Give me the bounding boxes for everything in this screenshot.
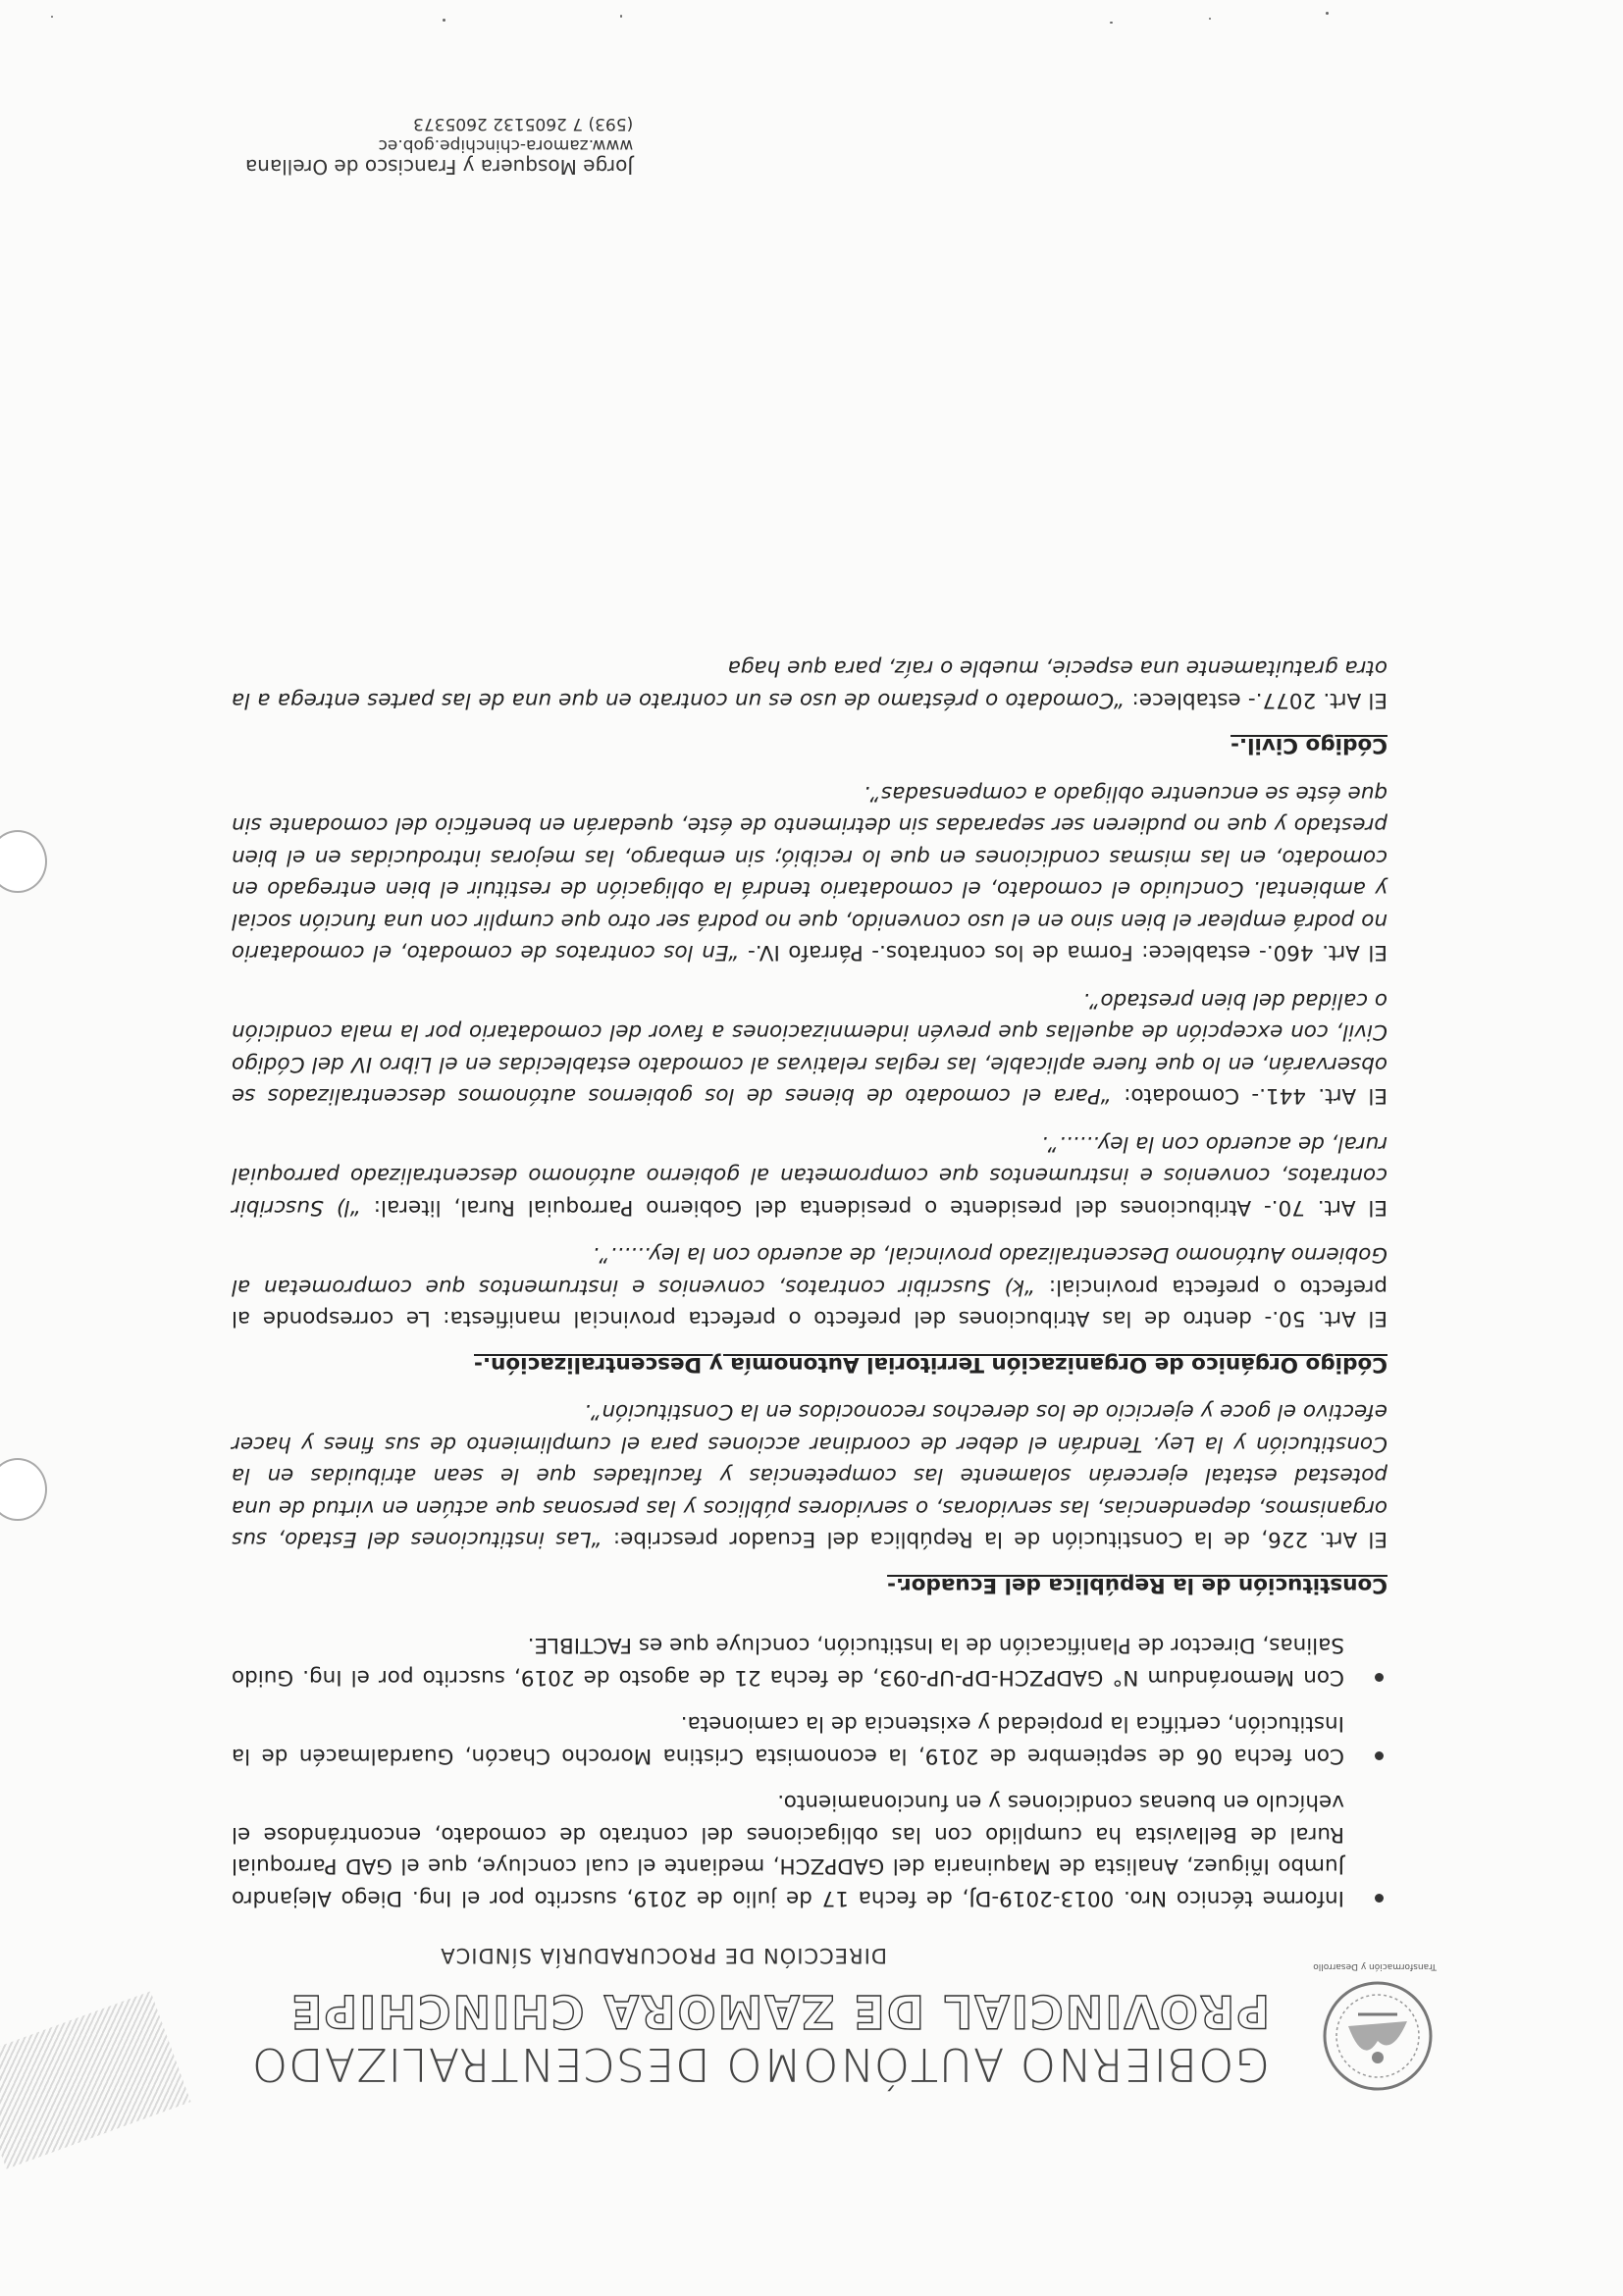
footer-phone: (593) 7 2605132 2605373: [413, 114, 634, 133]
scan-speck: [1326, 12, 1329, 15]
scan-speck: [1209, 18, 1211, 20]
paragraph-lead: El Art. 441.- Comodato:: [1111, 1083, 1387, 1109]
letterhead: [161, 1928, 1437, 2095]
paragraph: [232, 1127, 1387, 1224]
punch-hole: [0, 830, 47, 893]
list-item: [232, 1629, 1387, 1693]
footer-contact: [245, 113, 633, 178]
bullet-text: Con fecha 06 de septiembre de 2019, la economista Cristina Morocho Chacón, Guardalmacén de la Institución, certifica la propiedad y existencia de la camioneta.: [232, 1711, 1344, 1768]
bullet-list: [232, 1629, 1387, 1913]
institution-title-line2: PROVINCIAL DE ZAMORA CHINCHIPE: [289, 1985, 1270, 2038]
scan-speck: [51, 16, 53, 18]
paragraph: [232, 1395, 1387, 1555]
paragraph-quote: “l) Suscribir contratos, convenios e instrumentos que comprometan al gobierno autónomo descentralizado parroquial rural, de acuerdo con la ley......”.: [232, 1131, 1387, 1220]
logo: [1319, 1977, 1437, 2095]
paragraph: [232, 1238, 1387, 1334]
paragraph-lead: El Art. 2077.- establece:: [1125, 688, 1387, 712]
list-item: [232, 1707, 1387, 1771]
paragraph-quote: “Las instituciones del Estado, sus organismos, dependencias, las servidoras, o servidores públicos y las personas que actúen en virtud de una potestad estatal ejercerán solamente las competencias y facultades que le sean atribuidas en la Constitución y la Ley. Tendrán el deber de coordinar acciones para el cumplimiento de sus fines y hacer efectivo el goce y ejercicio de los derechos reconocidos en la Constitución”.: [232, 1399, 1387, 1552]
footer-address: Jorge Mosquera y Francisco de Orellana: [245, 155, 634, 179]
paragraph-lead: El Art. 226, de la Constitución de la República del Ecuador prescribe:: [602, 1527, 1387, 1552]
paragraph: [232, 652, 1387, 715]
bullet-icon: [1375, 1751, 1384, 1760]
section-heading: Código Orgánico de Organización Territorial Autonomía y Descentralización.-: [474, 1352, 1387, 1377]
logo-caption: Transformación y Desarrollo: [1313, 1961, 1437, 1971]
paragraph-quote: “Para el comodato de bienes de los gobiernos autónomos descentralizados se observarán, en lo que fuere aplicable, las reglas relativas al comodato establecidas en el Libro IV del Código Civil, con excepción de aquellas que prevén indemnizaciones a favor del comodatario por la mala condición o calidad del bien prestado”.: [232, 988, 1387, 1109]
paragraph-lead: El Art. 70.- Atribuciones del presidente o presidenta del Gobierno Parroquial Rural, literal:: [360, 1195, 1387, 1220]
paragraph: [232, 777, 1387, 968]
bullet-icon: [1375, 1894, 1384, 1903]
emblem-icon: [1319, 1977, 1437, 2095]
document-body: [232, 636, 1387, 1913]
institution-title-line1: GOBIERNO AUTÓNOMO DESCENTRALIZADO: [250, 2038, 1270, 2091]
scan-speck: [620, 15, 622, 18]
paragraph-quote: “Comodato o préstamo de uso es un contrato en que una de las partes entrega a la otra gratuitamente una especie, mueble o raíz, para que haga: [232, 655, 1387, 712]
paragraph-quote: “En los contratos de comodato, el comodatario no podrá emplear el bien sino en el uso convenido, que no podrá ser otro que cumplir con una función social y ambiental. Concluido el comodato, el comodatario tendrá la obligación de restituir el bien entregado en comodato, en las mismas condiciones en que lo recibió; sin embargo, las mejoras introducidas en el bien prestado y que no pudieren ser separadas sin detrimento de éste, quedarán en beneficio del comodante sin que éste se encuentre obligado a compensadas”.: [232, 781, 1387, 965]
list-item: [232, 1786, 1387, 1913]
punch-hole: [0, 1458, 47, 1521]
section-heading: Constitución de la República del Ecuador.-: [887, 1573, 1387, 1597]
bullet-text: Con Memorándum N° GADPZCH-DP-UP-093, de fecha 21 de agosto de 2019, suscrito por el Ing. Guido Salinas, Director de Planificación de la Institución, concluye que es FACTIBLE.: [232, 1633, 1344, 1690]
bullet-icon: [1375, 1673, 1384, 1682]
paragraph: [232, 984, 1387, 1112]
paragraph-lead: El Art. 50.- dentro de las Atribuciones del prefecto o prefecta provincial manifiesta: Le corresponde al prefecto o prefecta provincial:: [232, 1275, 1387, 1331]
department-subtitle: DIRECCIÓN DE PROCURADURÍA SÍNDICA: [440, 1944, 887, 1967]
section-heading: Código Civil.-: [1230, 733, 1387, 758]
bullet-text: Informe técnico Nro. 0013-2019-DJ, de fecha 17 de julio de 2019, suscrito por el Ing. Diego Alejandro Jumbo Iñiguez, Analista de Maquinaria del GADPZCH, mediante el cual concluye, que el GAD Parroquial Rural de Bellavista ha cumplido con las obligaciones del contrato de comodato, encontrándose el vehículo en buenas condiciones y en funcionamiento.: [232, 1790, 1344, 1910]
paragraph-quote: “k) Suscribir contratos, convenios e instrumentos que comprometan al Gobierno Autónomo Descentralizado provincial, de acuerdo con la ley......”.: [231, 1242, 1387, 1299]
footer-website: www.zamora-chinchipe.gob.ec: [378, 135, 634, 155]
scan-speck: [1110, 22, 1113, 24]
scan-speck: [443, 19, 445, 22]
paragraph-lead: El Art. 460.- establece: Forma de los contratos.- Párrafo IV.-: [739, 940, 1387, 965]
